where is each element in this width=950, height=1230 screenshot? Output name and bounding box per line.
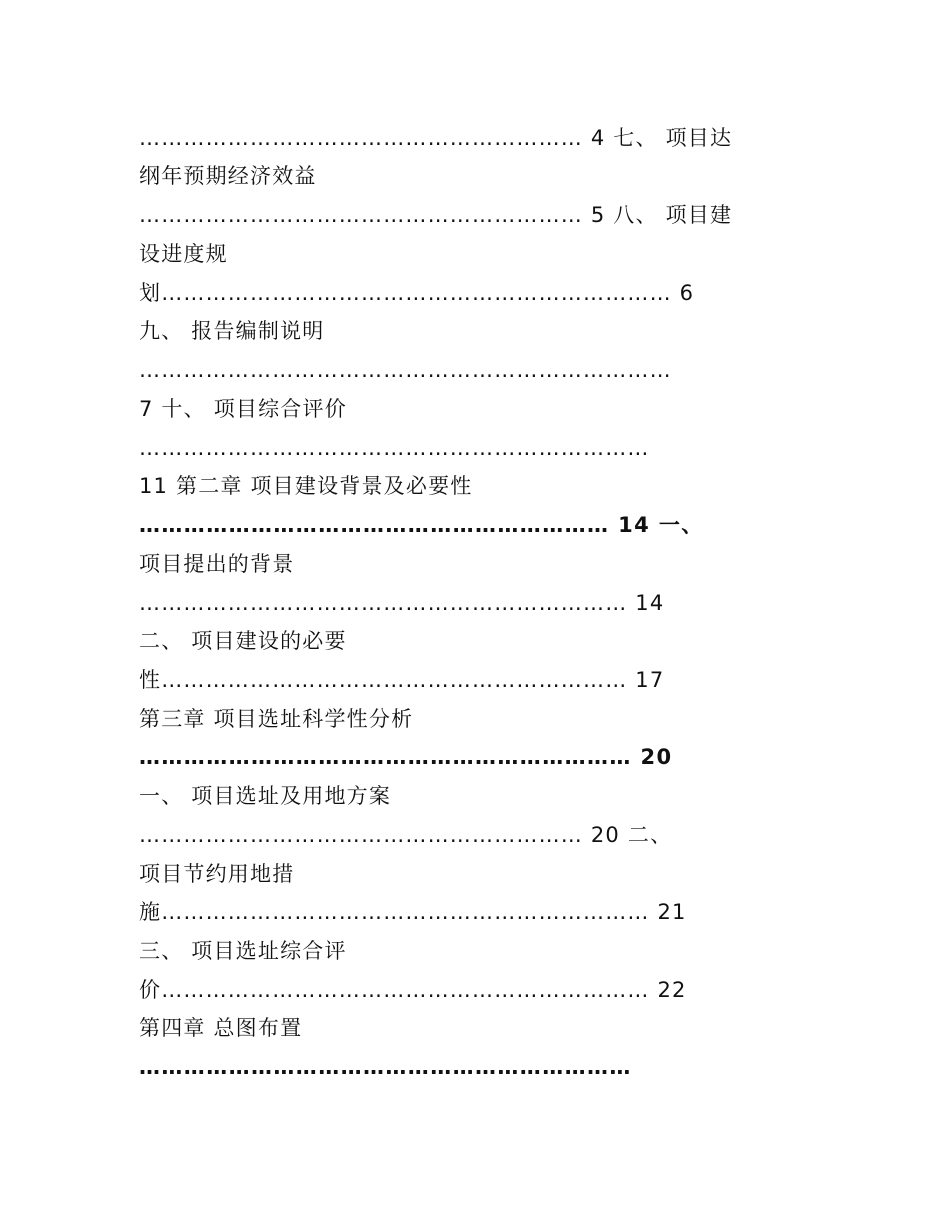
toc-line: 11 第二章 项目建设背景及必要性 xyxy=(139,474,473,498)
toc-line: ………………………………………………………… 14 xyxy=(139,591,665,615)
toc-line: ………………………………………………………… xyxy=(139,1055,632,1079)
toc-line: …………………………………………………… 5 八、 项目建 xyxy=(139,203,733,227)
toc-line: ………………………………………………………… 20 xyxy=(139,745,673,769)
toc-line: …………………………………………………… 20 二、 xyxy=(139,823,673,847)
toc-line: 九、 报告编制说明 xyxy=(139,319,325,343)
toc-line: 纲年预期经济效益 xyxy=(139,164,317,188)
toc-line: 第四章 总图布置 xyxy=(139,1016,303,1040)
toc-line: 一、 项目选址及用地方案 xyxy=(139,784,392,808)
toc-line: 项目提出的背景 xyxy=(139,552,295,576)
toc-line: 第三章 项目选址科学性分析 xyxy=(139,707,414,731)
toc-line: 价………………………………………………………… 22 xyxy=(139,978,687,1002)
toc-line: 划…………………………………………………………… 6 xyxy=(139,281,695,305)
toc-line: …………………………………………………………… xyxy=(139,436,650,460)
toc-line: …………………………………………………… 4 七、 项目达 xyxy=(139,126,733,150)
toc-line: 施………………………………………………………… 21 xyxy=(139,900,687,924)
toc-line: 7 十、 项目综合评价 xyxy=(139,397,347,421)
toc-line: 项目节约用地措 xyxy=(139,862,295,886)
toc-line: 设进度规 xyxy=(139,242,228,266)
toc-line: 三、 项目选址综合评 xyxy=(139,939,347,963)
toc-line: ……………………………………………………………… xyxy=(139,358,672,382)
toc-line: 二、 项目建设的必要 xyxy=(139,629,347,653)
toc-line: 性……………………………………………………… 17 xyxy=(139,668,665,692)
toc-line: ……………………………………………………… 14 一、 xyxy=(139,513,704,537)
